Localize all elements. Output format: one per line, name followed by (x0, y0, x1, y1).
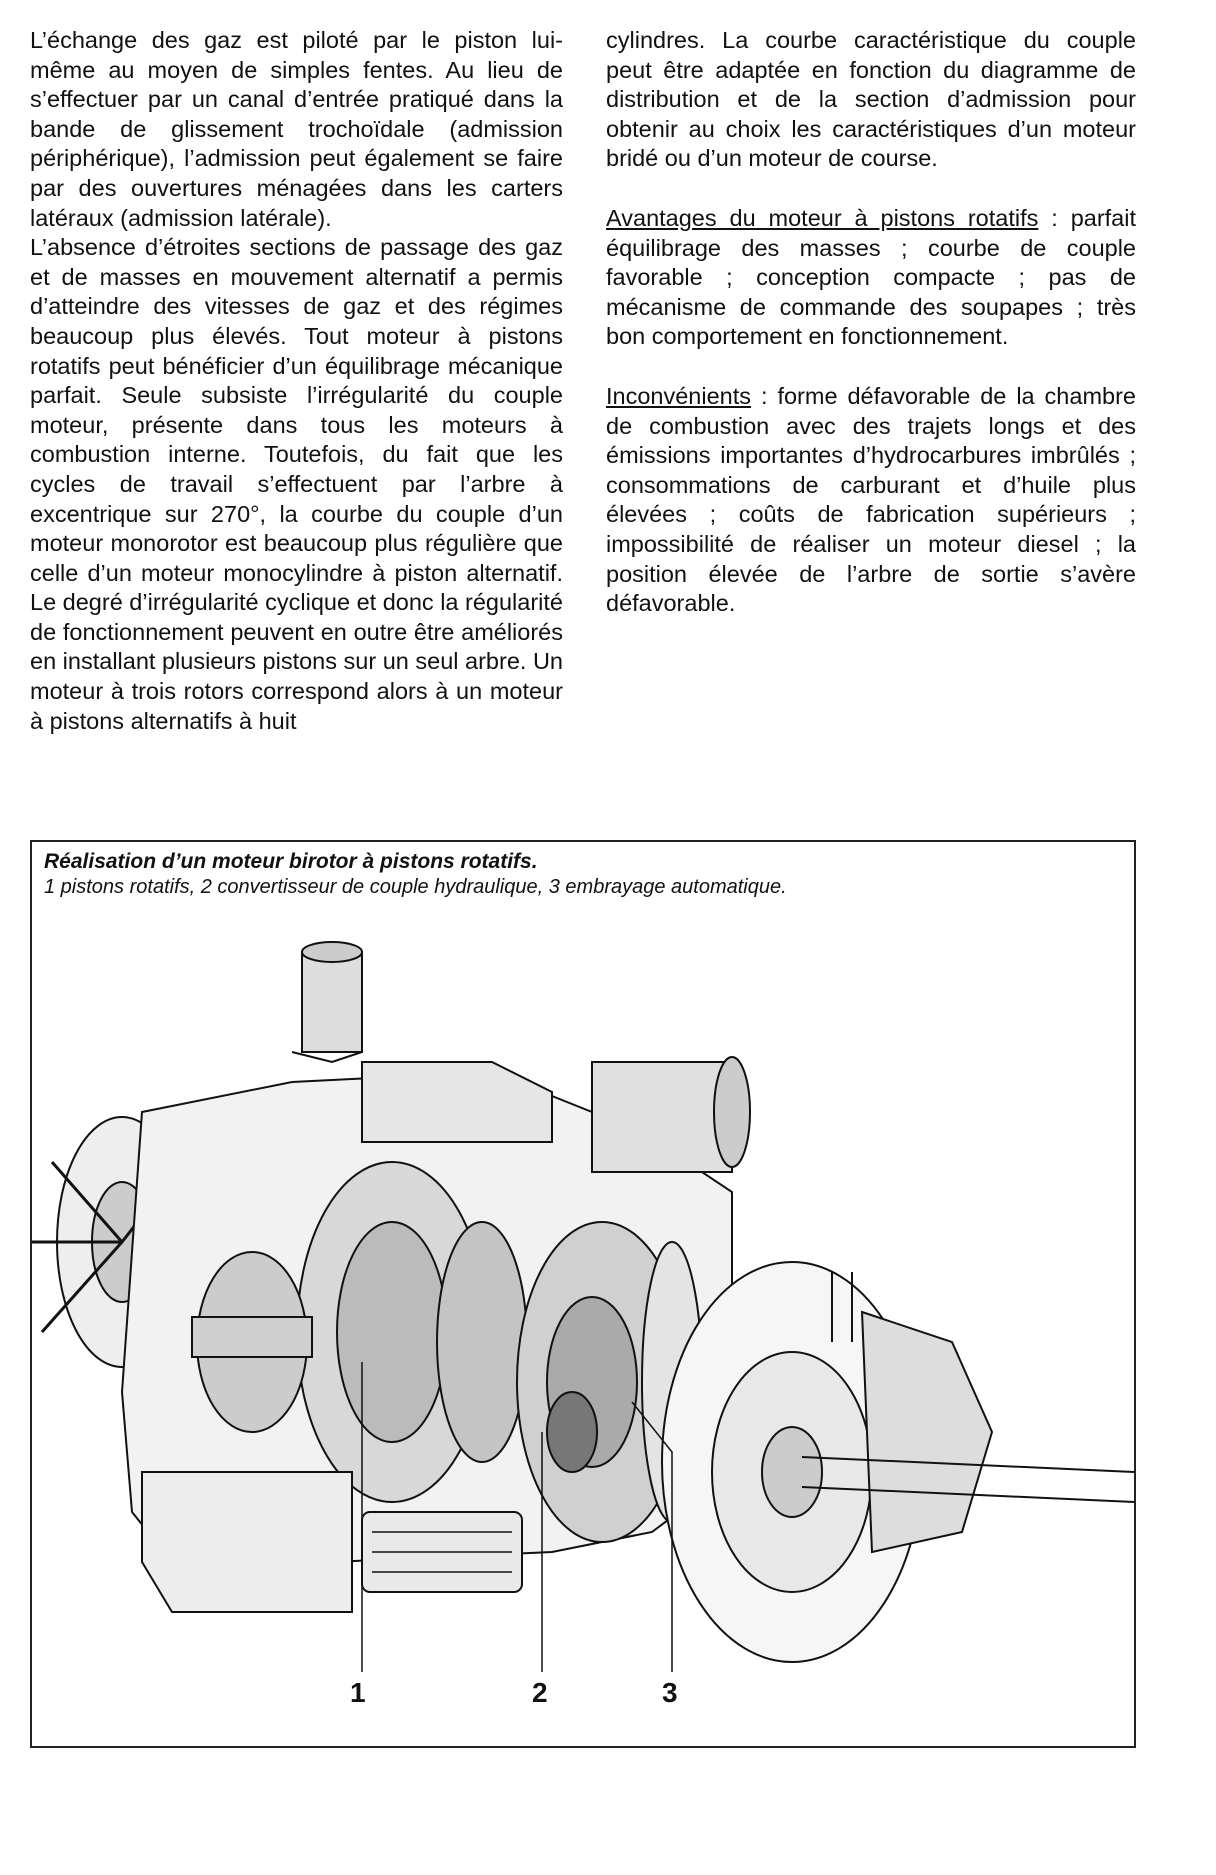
engine-illustration (32, 912, 1134, 1682)
figure-title: Réalisation d’un moteur birotor à pistons rotatifs. (44, 850, 538, 873)
paragraph-gas-exchange: L’échange des gaz est piloté par le piston lui-même au moyen de simples fentes. Au lieu de s’effectuer par un canal d’entrée pratiqué dans la bande de glissement trochoïdale (admission périphérique), l’admission peut également se faire par des ouvertures ménagées dans les carters latéraux (admission latérale). (30, 27, 563, 231)
right-column (606, 26, 1136, 619)
figure-box (30, 840, 1136, 1748)
drawbacks-text: : forme défavorable de la chambre de combustion avec des trajets longs et des émissions importantes d’hydrocarbures imbrûlés ; consommations de carburant et d’huile plus élevées ; coûts de fabrication supérieurs ; impossibilité de réaliser un moteur diesel ; la position élevée de l’arbre de sortie s’avère défavorable. (606, 382, 1136, 617)
paragraph-cylinders: cylindres. La courbe caractéristique du couple peut être adaptée en fonction du diagramme de distribution et de la section d’admission pour obtenir au choix les caractéristiques d’un moteur bridé ou d’un moteur de course. (606, 27, 1136, 172)
callout-3: 3 (662, 1677, 678, 1708)
drawbacks-heading: Inconvénients (606, 382, 752, 409)
advantages-heading: Avantages du moteur à pistons rotatifs (606, 204, 1039, 231)
paragraph-advantages (606, 204, 1136, 352)
callout-2: 2 (532, 1677, 548, 1708)
callout-1: 1 (350, 1677, 366, 1708)
advantages-text: : parfait équilibrage des masses ; courbe de couple favorable ; conception compacte ; pas de mécanisme de commande des soupapes ; très bon comportement en fonctionnement. (606, 204, 1137, 350)
paragraph-absence-sections: L’absence d’étroites sections de passage des gaz et de masses en mouvement alternatif a permis d’atteindre des vitesses de gaz et des régimes beaucoup plus élevés. Tout moteur à pistons rotatifs peut bénéficier d’un équilibrage mécanique parfait. Seule subsiste l’irrégularité du couple moteur, présente dans tous les moteurs à combustion interne. Toutefois, du fait que les cycles de travail s’effectuent par l’arbre à excentrique sur 270°, la courbe du couple d’un moteur monorotor est beaucoup plus régulière que celle d’un moteur monocylindre à piston alternatif. Le degré d’irrégularité cyclique et donc la régularité de fonctionnement peuvent en outre être améliorés en installant plusieurs pistons sur un seul arbre. Un moteur à trois rotors correspond alors à un moteur à pistons alternatifs à huit (30, 234, 563, 734)
paragraph-drawbacks (606, 382, 1136, 619)
figure-caption: 1 pistons rotatifs, 2 convertisseur de couple hydraulique, 3 embrayage automatique. (44, 876, 787, 898)
left-column (30, 26, 563, 736)
